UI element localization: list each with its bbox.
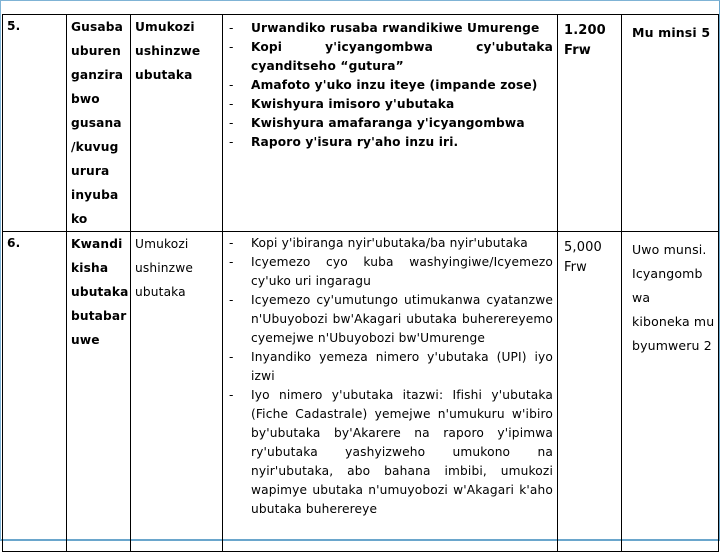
- service-line: ko: [71, 212, 88, 226]
- service-line: urura: [71, 164, 110, 178]
- service-line: Kwandi: [71, 237, 123, 251]
- duration-cell: [622, 15, 719, 232]
- recipient-cell: [131, 232, 223, 552]
- service-line: /kuvug: [71, 140, 119, 154]
- recipient-line: Umukozi: [135, 237, 189, 251]
- requirement-text: Urwandiko rusaba rwandikiwe Umurenge: [251, 21, 540, 35]
- row-number: 6.: [3, 232, 67, 552]
- requirement-text: Kopi y'ibiranga nyir'ubutaka/ba nyir'ubutaka: [251, 236, 528, 250]
- requirement-item: [229, 234, 553, 253]
- duration-line: Icyangomb: [632, 266, 703, 281]
- dash-marker: -: [229, 97, 234, 111]
- service-line: bwo: [71, 92, 100, 106]
- recipient-line: Umukozi: [135, 20, 195, 34]
- service-line: butabar: [71, 309, 127, 323]
- dash-marker: -: [229, 236, 234, 250]
- dash-marker: -: [229, 135, 234, 149]
- requirements-cell: [223, 15, 558, 232]
- requirement-item: [229, 348, 553, 386]
- service-line: kisha: [71, 261, 109, 275]
- service-line: uwe: [71, 333, 100, 347]
- price-currency: Frw: [564, 43, 591, 58]
- table-row: [3, 15, 719, 232]
- requirements-cell: [223, 232, 558, 552]
- dash-marker: -: [229, 293, 234, 307]
- requirement-text: Kwishyura amafaranga y'icyangombwa: [251, 116, 525, 130]
- price-amount: 5,000: [564, 240, 602, 255]
- duration-line: wa: [632, 290, 651, 305]
- requirement-item: [229, 19, 553, 38]
- service-line: ubutaka: [71, 285, 129, 299]
- duration-line: kiboneka mu: [632, 314, 715, 329]
- dash-marker: -: [229, 350, 234, 364]
- services-table: [2, 14, 719, 552]
- dash-marker: -: [229, 116, 234, 130]
- requirement-text: Inyandiko yemeza nimero y'ubutaka (UPI) iyo izwi: [251, 350, 553, 383]
- service-name-cell: [67, 15, 131, 232]
- recipient-cell: [131, 15, 223, 232]
- table-row: [3, 232, 719, 552]
- duration-line: byumweru 2: [632, 338, 712, 353]
- requirement-item: [229, 253, 553, 291]
- service-line: uburen: [71, 44, 121, 58]
- recipient-line: ubutaka: [135, 285, 186, 299]
- requirement-item: [229, 291, 553, 348]
- dash-marker: -: [229, 21, 234, 35]
- service-line: ganzira: [71, 68, 124, 82]
- requirement-text: Amafoto y'uko inzu iteye (impande zose): [251, 78, 538, 92]
- dash-marker: -: [229, 78, 234, 92]
- dash-marker: -: [229, 255, 234, 269]
- requirement-item: [229, 76, 553, 95]
- duration-line: Uwo munsi.: [632, 242, 707, 257]
- requirement-text: Icyemezo cy'umutungo utimukanwa cyatanzwe n'Ubuyobozi bw'Akagari ubutaka buherereyemo cyemejwe n'Ubuyobozi bw'Umurenge: [251, 293, 553, 345]
- service-line: Gusaba: [71, 20, 124, 34]
- requirement-item: [229, 133, 553, 152]
- duration-cell: [622, 232, 719, 552]
- service-line: inyuba: [71, 188, 119, 202]
- requirement-item: [229, 386, 553, 519]
- requirement-text: Kwishyura imisoro y'ubutaka: [251, 97, 455, 111]
- duration-line: Mu minsi 5: [632, 25, 711, 40]
- price-cell: [558, 15, 622, 232]
- requirement-text: Iyo nimero y'ubutaka itazwi: Ifishi y'ubutaka (Fiche Cadastrale) yemejwe n'umukuru w'ibiro by'ubutaka by'Akarere na raporo y'ipimwa ry'ubutaka yashyizweho umukono na nyir'ubutaka, abo bahana imbibi, umukozi wapimye ubutaka n'umuyobozi w'Akagari k'aho ubutaka buherereye: [251, 388, 553, 516]
- row-number: 5.: [3, 15, 67, 232]
- requirement-text: Kopi y'icyangombwa cy'ubutaka cyanditseho “gutura”: [251, 40, 553, 73]
- recipient-line: ushinzwe: [135, 261, 193, 275]
- requirement-item: [229, 95, 553, 114]
- requirement-text: Raporo y'isura ry'aho inzu iri.: [251, 135, 459, 149]
- service-name-cell: [67, 232, 131, 552]
- recipient-line: ushinzwe: [135, 44, 201, 58]
- price-currency: Frw: [564, 260, 587, 275]
- price-cell: [558, 232, 622, 552]
- recipient-line: ubutaka: [135, 68, 193, 82]
- price-amount: 1.200: [564, 23, 606, 38]
- dash-marker: -: [229, 40, 234, 54]
- requirement-text: Icyemezo cyo kuba washyingiwe/Icyemezo cy'uko uri ingaragu: [251, 255, 553, 288]
- requirement-item: [229, 38, 553, 76]
- requirement-item: [229, 114, 553, 133]
- dash-marker: -: [229, 388, 234, 402]
- service-line: gusana: [71, 116, 122, 130]
